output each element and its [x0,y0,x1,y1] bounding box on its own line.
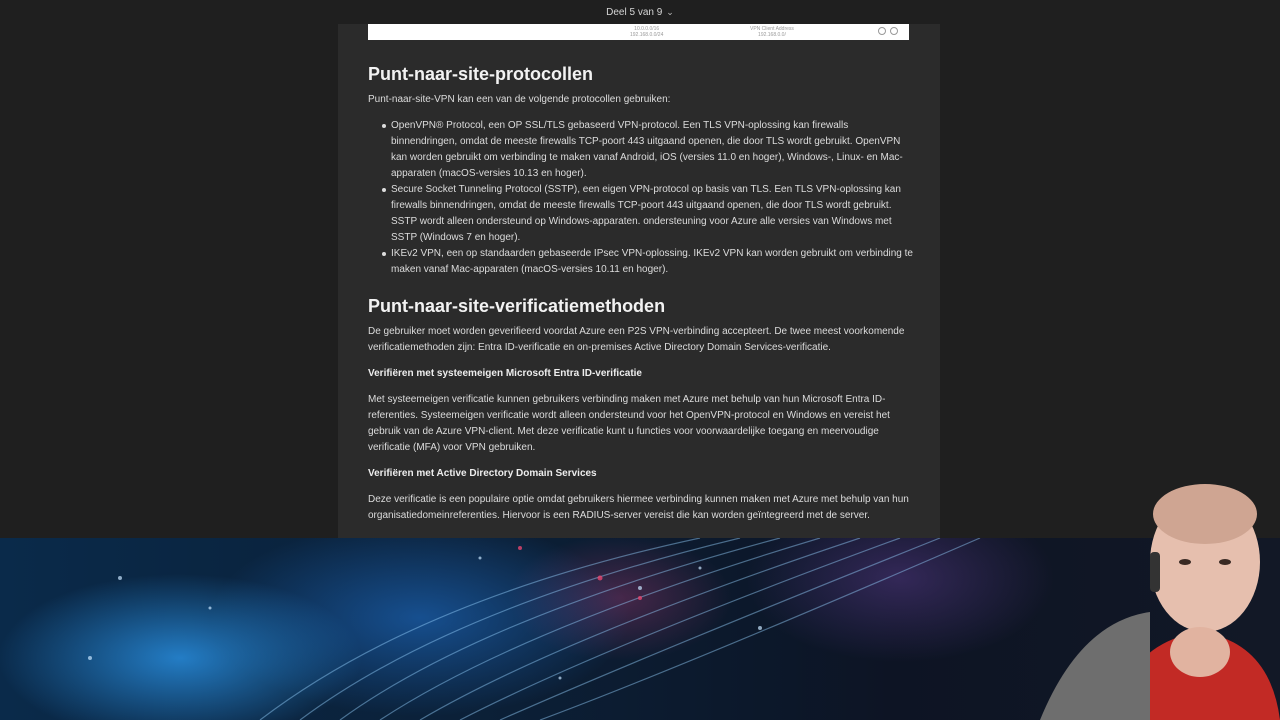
subheading-ad-ds: Verifiëren met Active Directory Domain Services [368,468,597,479]
list-item: Secure Socket Tunneling Protocol (SSTP), een eigen VPN-protocol op basis van TLS. Een TLS VPN-oplossing kan firewalls binnendringen, omdat de meeste firewalls TCP-poort 443 uitgaand openen, die door TLS wordt gebruikt. SSTP wordt alleen ondersteund op Windows-apparaten. ondersteuning voor Azure alle versies van Windows met SSTP (Windows 7 en hoger). [368,182,913,246]
diagram-label-right: VPN Client Address 192.168.0.0/ [750,26,794,38]
auth-intro: De gebruiker moet worden geverifieerd voordat Azure een P2S VPN-verbinding accepteert. De twee meest voorkomende verificatiemethoden zijn: Entra ID-verificatie en on-premises Active Directory Domain Services-verificatie. [368,326,905,353]
ad-ds-text: Deze verificatie is een populaire optie omdat gebruikers hiermee verbinding kunnen maken met Azure met behulp van hun organisatiedomeinreferenties. Hiervoor is een RADIUS-server vereist die kan worden geïntegreerd met de server. [368,494,909,521]
diagram-node-icon [890,27,898,35]
document-content [368,62,913,524]
section-heading-protocols: Punt-naar-site-protocollen [368,64,594,84]
chevron-down-icon[interactable]: ⌄ [666,6,674,17]
diagram-label-left: 10.0.0.0/16 192.168.0.0/24 [630,26,664,38]
section-heading-auth-methods: Punt-naar-site-verificatiemethoden [368,296,666,316]
list-item: IKEv2 VPN, een op standaarden gebaseerde IPsec VPN-oplossing. IKEv2 VPN kan worden gebruikt om verbinding te maken vanaf Mac-apparaten (macOS-versies 10.11 en hoger). [368,246,913,278]
network-diagram-image [368,24,909,40]
page-navigation[interactable] [0,0,1280,24]
diagram-node-icon [878,27,886,35]
list-item: OpenVPN® Protocol, een OP SSL/TLS gebaseerd VPN-protocol. Een TLS VPN-oplossing kan firewalls binnendringen, omdat de meeste firewalls TCP-poort 443 uitgaand openen, die door TLS wordt gebruikt. OpenVPN kan worden gebruikt om verbinding te maken vanaf Android, iOS (versies 11.0 en hoger), Windows-, Linux- en Mac-apparaten (macOS-versies 10.13 en hoger). [368,118,913,182]
webcam-overlay [1000,462,1280,720]
entra-id-text: Met systeemeigen verificatie kunnen gebruikers verbinding maken met Azure met behulp van hun Microsoft Entra ID-referenties. Systeemeigen verificatie wordt alleen ondersteund voor het OpenVPN-protocol en Windows en vereist het gebruik van de Azure VPN-client. Met deze verificatie kunt u functies voor voorwaardelijke toegang en meervoudige verificatie (MFA) voor VPN gebruiken. [368,394,890,453]
presenter-avatar [1000,462,1280,720]
page-indicator[interactable]: Deel 5 van 9 [606,6,663,18]
protocols-intro: Punt-naar-site-VPN kan een van de volgende protocollen gebruiken: [368,94,671,105]
document-page [338,24,940,540]
subheading-entra-id: Verifiëren met systeemeigen Microsoft Entra ID-verificatie [368,368,642,379]
protocols-list [368,118,913,278]
